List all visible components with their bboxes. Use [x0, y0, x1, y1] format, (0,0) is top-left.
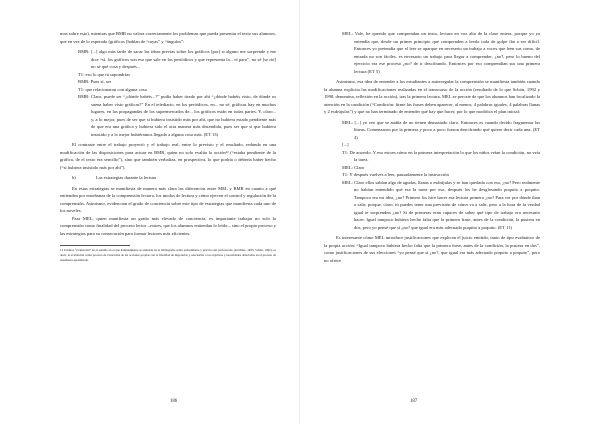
quote-line: BMR: [...] algo más tarde de sacar las ideas previas sobre los gráficos [por] si alguno me sorprende y me dice “sí, los gráficos son eso que sale en los periódicos y que representa la... el paro”, no sé [se rió] no sé qué cosa y después...	[78, 49, 276, 69]
right-page	[300, 0, 600, 424]
body-paragraph: Para MEL, quien manifiesta un grado más elevado de conciencia, es importante trabajar no solo la comprensión como finalidad del proceso lector –estoes, que los alumnos entiendan lo leído–, sino el propio proceso y las estrategias para su consecución para formar lectores más eficientes:	[60, 215, 276, 236]
footnote: 13 Usamos “evaluación” en el sentido en el que habitualmente se entiende en la bibliografía sobre pensamiento y práctica del profesorado (Zeichner, 1993; Schön, 1992), es decir, la evaluación como proceso de valoración de las acciones propias con la finalidad de mejorarlas y adecuarlas a los objetivos y necesidades detectadas en el proceso de enseñanza-aprendizaje.	[60, 248, 276, 262]
left-page-content	[60, 30, 276, 263]
quote-line: MEL: [...] yo veo que se atañía de no tienen demasiado claro. Entonces es cuando decido fragmentar las líneas. Comenzaron por la primera y poco a poco fueron descifrando qué quiere decir cada una. (ET 4)	[342, 119, 540, 140]
interview-quote	[60, 48, 276, 138]
quote-line: T1: eso lo que tú supondrías	[78, 71, 130, 77]
body-paragraph: mos sobre esto), mientras que BMR no valora correctamente los problemas que pueda presentar el texto sus alumnos, que en vez de lo esperado (gráficos [hablan de “rayas” y “ángulos”:	[60, 31, 276, 44]
body-paragraph: Es interesante cómo MEL introduce justificaciones que explican el juicio emitido, tanto de tipo evaluativo de la propia acción: “Igual tampoco hubiera hecho falta que la primera frase, antes de la condición, la pusiera en dos”, como justificaciones de sus elecciones “yo pensé que sí ¿no?, que igual era más adecuado poquito a poquito”, pero no ofrece	[324, 235, 540, 263]
quote-line: T1: De acuerdo. Y eso estoes cómo en la primera interpretación lo que los niños veían la condición, no veía la tarea.	[342, 149, 540, 162]
quote-line: [...]	[342, 142, 349, 147]
body-paragraph: Asimismo, esa idea de entender a los estudiantes a autorregular la comprensión se manifiesta también cuando la alumna explicita las modificaciones realizadas en el transcurso de la acción (resultado de lo que Schön, 1992 y 1998, denomina, reflexión en la acción), tras la primera lectura, MEL se percate de que los alumnos han focalizado la atención en la condición (“Condición: firme las frases deben aparecer, al menos, 4 palabras iguales, 4 palabras llanas y 2 esdrújulas”) y que no han terminado de entender qué hay que hacer, por lo que modifica el plan inicial:	[324, 79, 540, 114]
body-paragraph: En estas estrategias se manifiesta de manera más clara las diferencias entre MEL y BMR en cuanto a qué entienden por enseñanza de la comprensión lectora, los modos de lectura y cómo ejercen el control y regulación de la comprensión. Asimismo, evidencian el grado de conciencia sobre este tipo de estrategias que manifiesta cada uno de los noveles.	[60, 185, 276, 213]
right-page-content	[324, 30, 540, 264]
page-number: 186	[170, 399, 178, 404]
quote-line: MEL: Claro ellos sabían algo de agudas, llanas o esdrújulas y se han quedado con eso, ¿no? Pero realmente no habían entendido qué era la tarea por eso, después los he desglosando poquito a poquito. Tampoco era mi idea, ¿no? Primero los hice hacer esa lectura primero ¿no? Para ver por dónde iban a salir, porque, claro, tú puedes tener una previsión de cómo va a salir, pero a la hora de la verdad igual te sorprenden ¿no? Si de primeras eran capaces de saber qué tipo de trabajo era necesario hacer. Igual tampoco hubiera hecho falta que la primera frase, antes de la condición, la pusiera en dos, pero yo pensé que sí ¿no? que igual era más adecuado poquito a poquito. (ET 11)	[342, 179, 540, 230]
interview-quote	[324, 30, 540, 75]
section-heading	[60, 174, 276, 182]
interview-quote	[324, 119, 540, 232]
quote-line: BMR: Pues sí, ser	[78, 79, 112, 84]
quote-line: BMR: Claro, puede ser “¿dónde habéis...?” pudía haber tirado por ahí “¿dónde habéis visto, de dónde os suena haber visto gráficas?” En el telediario, en los periódicos, en... no sé, gráficas hay en muchos lugares, en las propagandas de los supermercados de... los gráficos están en todas partes. Y, claro... y, a lo mejor, pues de ser que si hubiera insistido más por ahí, que no hubiera estado pendiente más de que era una gráfica y hubiera sido el otra manera más distendida, pues ser que si que hubiera insistido y a lo mejor hubiéramos llegado a alguna cosa más. (ET 13)	[78, 94, 276, 137]
section-heading-text: Las estrategias durante la lectura	[96, 175, 157, 180]
quote-line: T1: Y después vuelves a leer, pausadamente la instrucción	[342, 172, 449, 177]
quote-line: MEL: Claro	[342, 164, 365, 170]
quote-line: T1: que relacionaron con alguna cosa	[78, 86, 147, 92]
page-number: 187	[410, 399, 418, 404]
section-heading-number: b)	[72, 175, 76, 180]
quote-line: MEL: Vale, he querido que comprendan un texto, lectura en voz alta de la clase entera, porque yo ya entendía que, desde un primer principio que comprenden a leerla toda de golpe iba a ser difícil. Entonces yo pretendía que el leer se aparque en neceserio un trabajo a voces que leen sus como, de entrada no son fáciles, es necesario un trabajo para llegar a comprender, ¿no?, pero lo bueno del ejercicio era ese proceso ¿no? de ir descifrando. Entonces por eso comprendían sus una primera lectura (ET 5)	[342, 31, 540, 74]
footnote-rule	[60, 245, 130, 246]
body-paragraph: El contraste entre el trabajo proyectó y el trabajo real, entre lo previsto y el resultado, redunda en una modificación de las disposiciones para actuar en BMR, quien no solo evalúa la acción¹³ (“estaba pendiente de la gráfica, de el texto era sencillo”), sino que también verbaliza, en prospectiva, lo que podría o debería haber hecho (“si hubiera insistido más por ahí”).	[60, 142, 276, 170]
